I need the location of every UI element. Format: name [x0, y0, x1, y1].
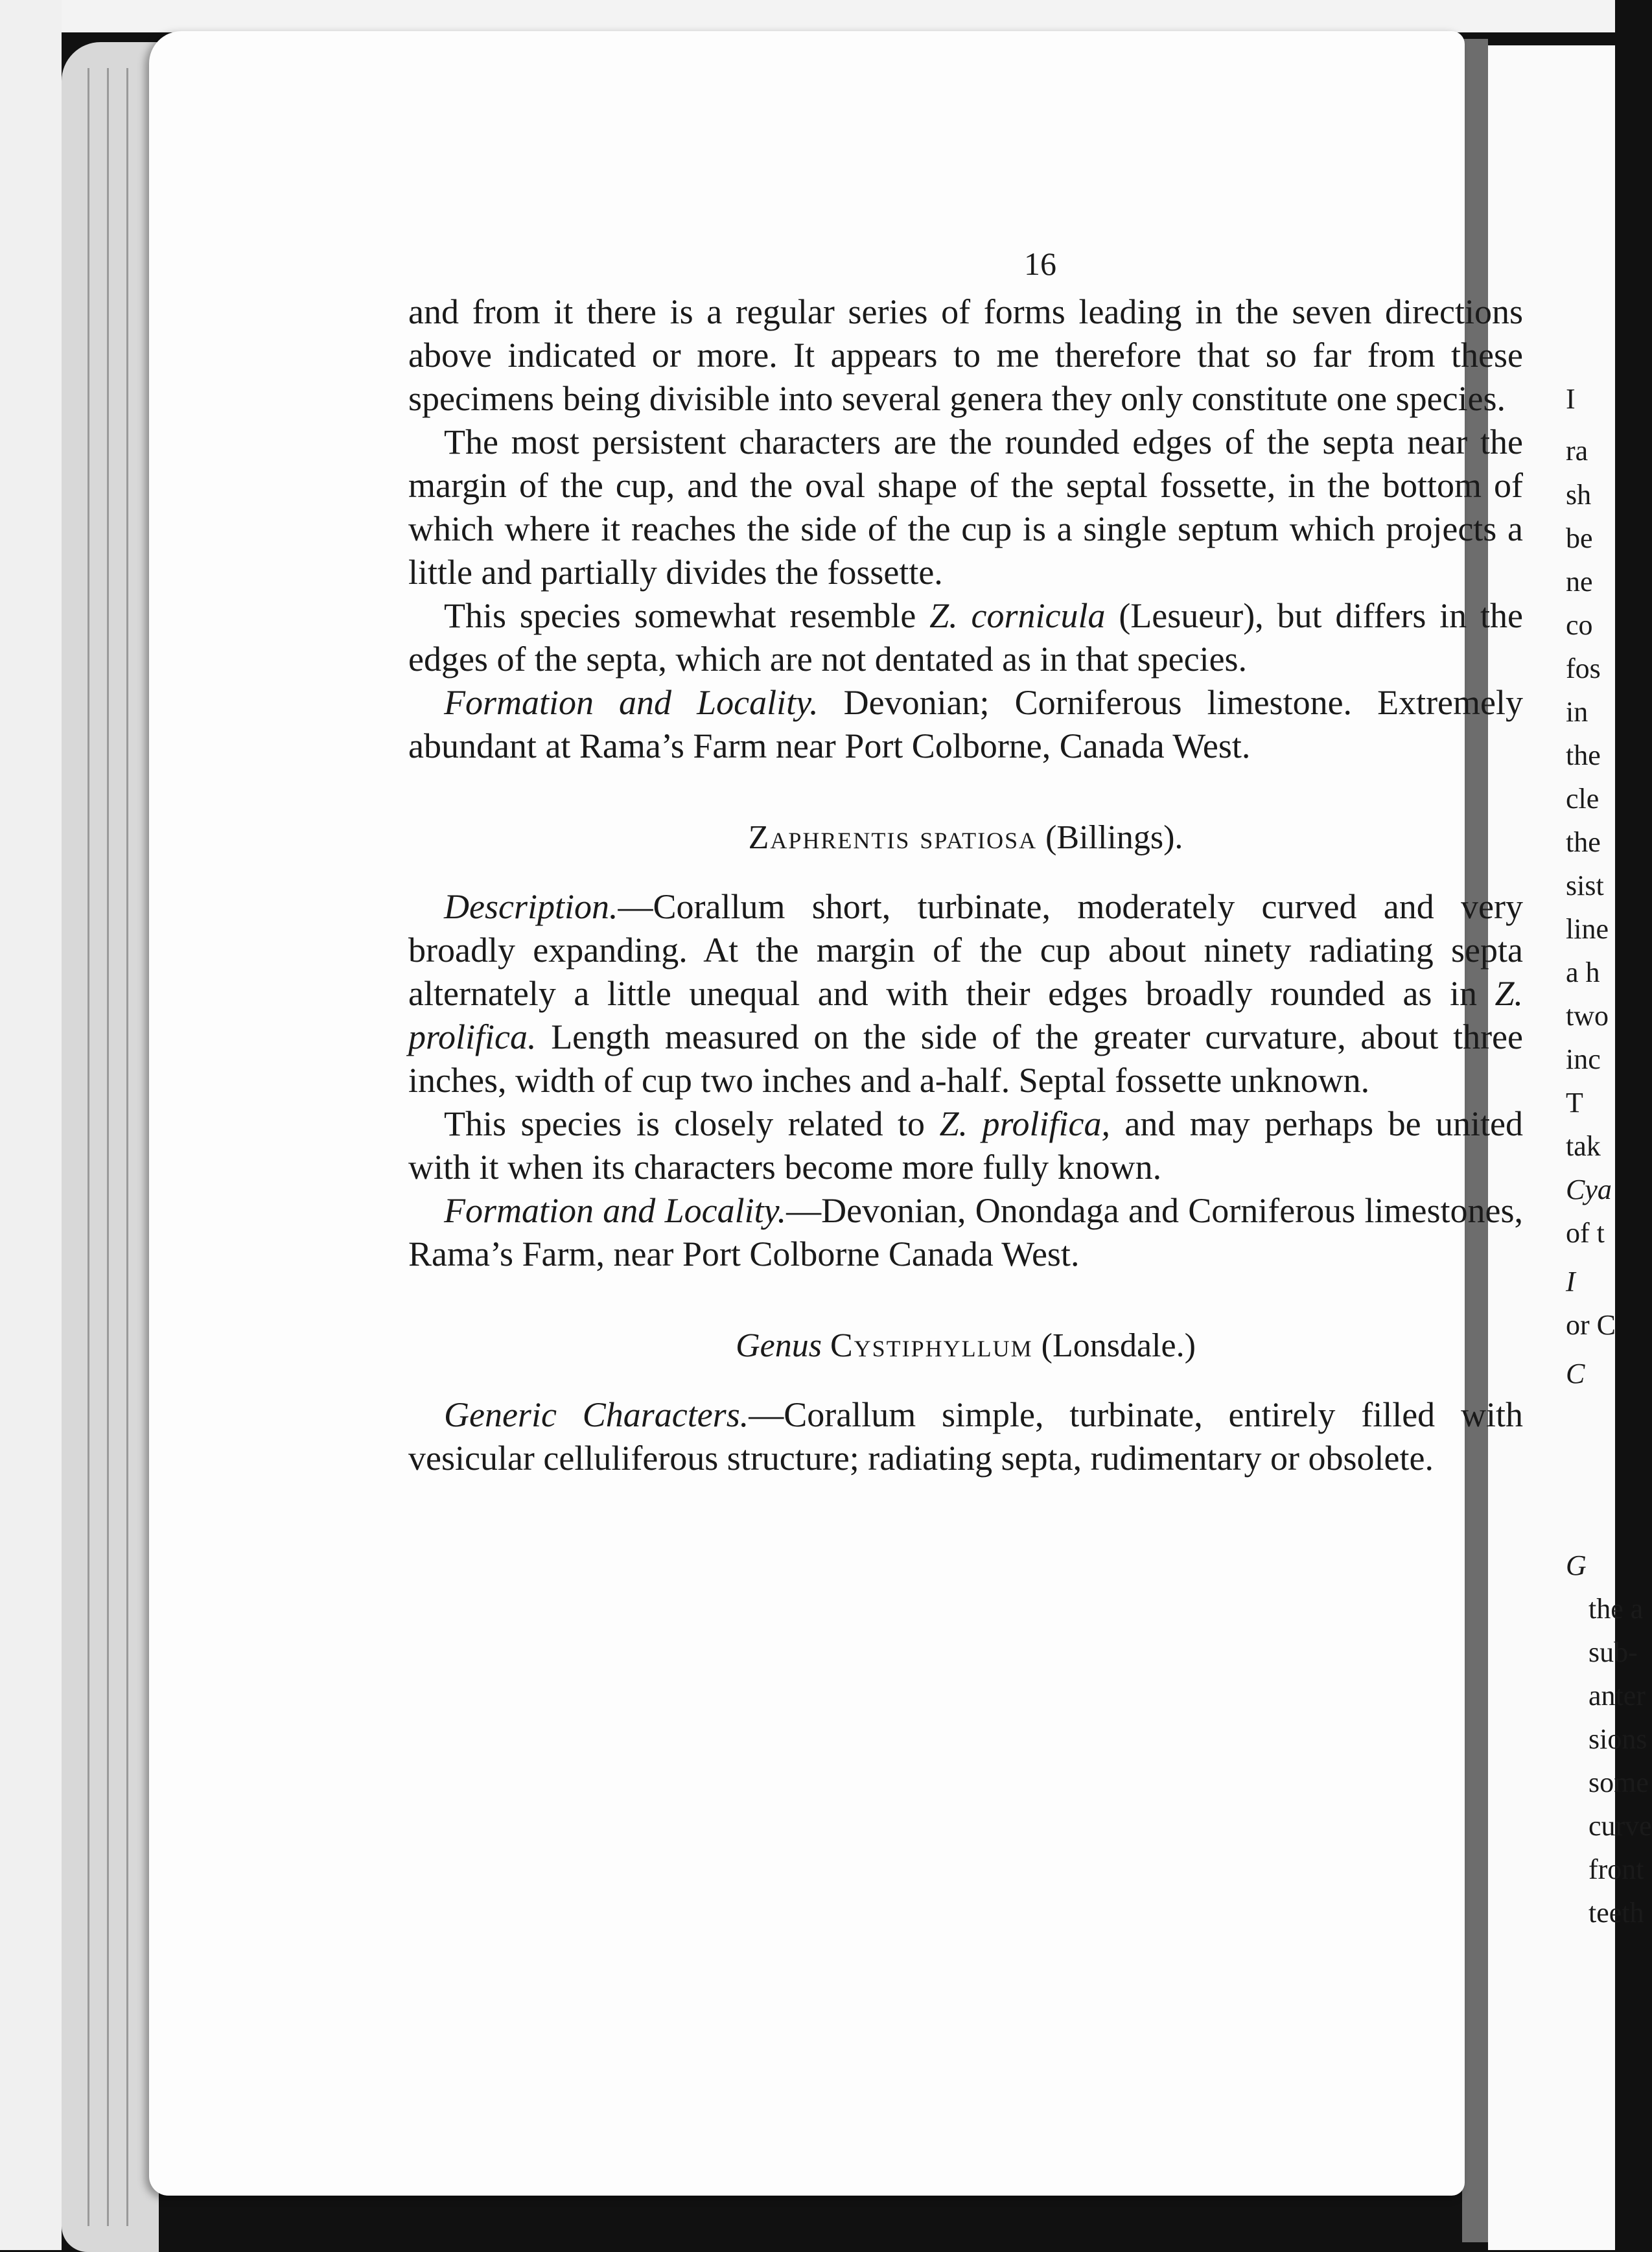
next-page-line: Cya	[1566, 1174, 1612, 1205]
next-page-line: C	[1566, 1358, 1585, 1389]
formation-label: Formation and Locality.	[444, 1191, 787, 1230]
next-page-line: tak	[1566, 1130, 1601, 1162]
next-page-line: front	[1588, 1853, 1644, 1885]
text-run: —Corallum short, turbinate, moderately curved and very broadly expanding. At the margin of the cup about ninety radiating septa alternately a little unequal and with their edges broadly rounded as in	[408, 887, 1523, 1013]
page-stack-edges	[62, 42, 159, 2252]
formation-label: Formation and Locality.	[444, 683, 819, 722]
species-heading	[408, 818, 1523, 857]
next-page-line: or C	[1566, 1309, 1616, 1341]
next-page-line: T	[1566, 1087, 1583, 1119]
text-run: Length measured on the side of the greater curvature, about three inches, width of cup two inches and a-half. Septal fossette unknown.	[408, 1017, 1523, 1100]
next-page-line: sist	[1566, 870, 1604, 901]
paragraph-relation	[408, 1102, 1523, 1189]
next-page-line: G	[1566, 1550, 1587, 1581]
page-edge-line	[126, 68, 128, 2226]
species-name-italic: Z. prolifica.	[408, 974, 1523, 1056]
next-page-line: I	[1566, 383, 1576, 415]
generic-characters-label: Generic Characters.	[444, 1395, 749, 1434]
next-page-line: the	[1566, 826, 1601, 858]
next-page-line: cle	[1566, 783, 1600, 815]
paragraph-resemblance	[408, 594, 1523, 681]
spacer	[408, 1365, 1523, 1393]
next-page-line: the a	[1588, 1593, 1644, 1625]
next-page-line: co	[1566, 609, 1593, 641]
text-run: and may perhaps be united with it when its characters become more fully known.	[408, 1104, 1523, 1187]
text-run: This species somewhat resemble	[444, 596, 930, 635]
genus-name: Cystiphyllum	[830, 1327, 1033, 1364]
next-page-line: I	[1566, 1266, 1576, 1297]
next-page-line: the	[1566, 739, 1601, 771]
next-page-line: of t	[1566, 1217, 1605, 1249]
text-run: —Corallum simple, turbinate, entirely filled with vesicular celluliferous structure; radiating septa, rudimentary or obsolete.	[408, 1395, 1523, 1478]
species-name-italic: Z. cornicula	[929, 596, 1106, 635]
next-page-line: fos	[1566, 653, 1601, 684]
book-page	[149, 31, 1523, 2196]
spacer	[408, 857, 1523, 885]
next-page-line: curve	[1588, 1810, 1652, 1842]
next-page-line: line	[1566, 913, 1609, 945]
paragraph-description	[408, 885, 1523, 1102]
next-page-line: a h	[1566, 957, 1600, 988]
paragraph-continuation: and from it there is a regular series of forms leading in the seven directions above indicated or more. It appears to me therefore that so far from these specimens being divisible into several genera they only constitute one species.	[408, 292, 1523, 418]
species-heading-author: (Billings).	[1045, 819, 1183, 856]
next-page-line: sions	[1588, 1723, 1647, 1755]
text-run: (Lesueur), but differs in the edges of the septa, which are not dentated as in that species.	[408, 596, 1523, 679]
paragraph-generic-characters	[408, 1393, 1523, 1480]
text-run: —Devonian, Onondaga and Corniferous limestones, Rama’s Farm, near Port Colborne Canada West.	[408, 1191, 1523, 1273]
spacer	[408, 768, 1523, 818]
genus-prefix: Genus	[736, 1327, 822, 1364]
page-edge-line	[87, 68, 89, 2226]
paragraph-characters: The most persistent characters are the rounded edges of the septa near the margin of the cup, and the oval shape of the septal fossette, in the bottom of which where it reaches the side of the cup is a single septum which projects a little and partially divides the fossette.	[408, 423, 1523, 592]
next-page-line: anter	[1588, 1680, 1646, 1712]
next-page-line: ra	[1566, 435, 1588, 467]
next-page-line: sh	[1566, 479, 1592, 511]
text-run: This species is closely related to	[444, 1104, 940, 1143]
paragraph-species-formation	[408, 1189, 1523, 1276]
paragraph-formation	[408, 681, 1523, 768]
next-page-line: sub-	[1588, 1636, 1638, 1668]
species-heading-name: Zaphrentis spatiosa	[748, 819, 1038, 856]
next-page-line: ne	[1566, 566, 1593, 598]
text-run: Devonian; Corniferous limestone. Extremely abundant at Rama’s Farm near Port Colborne, Canada West.	[408, 683, 1523, 765]
scan-border-top	[0, 0, 1615, 32]
page-edge-line	[107, 68, 109, 2226]
spacer	[408, 1276, 1523, 1327]
genus-author: (Lonsdale.)	[1041, 1327, 1196, 1364]
page-body	[408, 290, 1523, 1480]
next-page-line: teeth	[1588, 1897, 1644, 1929]
next-page-line: some	[1588, 1767, 1649, 1798]
next-page-line: be	[1566, 522, 1593, 554]
genus-heading	[408, 1327, 1523, 1365]
species-name-italic: Z. prolifica,	[939, 1104, 1110, 1143]
scan-border-left	[0, 0, 62, 2250]
next-page-line: in	[1566, 696, 1588, 728]
page-number: 16	[1024, 246, 1056, 282]
description-label: Description.	[444, 887, 618, 926]
next-page-line: two	[1566, 1000, 1609, 1032]
next-page-line: inc	[1566, 1043, 1601, 1075]
